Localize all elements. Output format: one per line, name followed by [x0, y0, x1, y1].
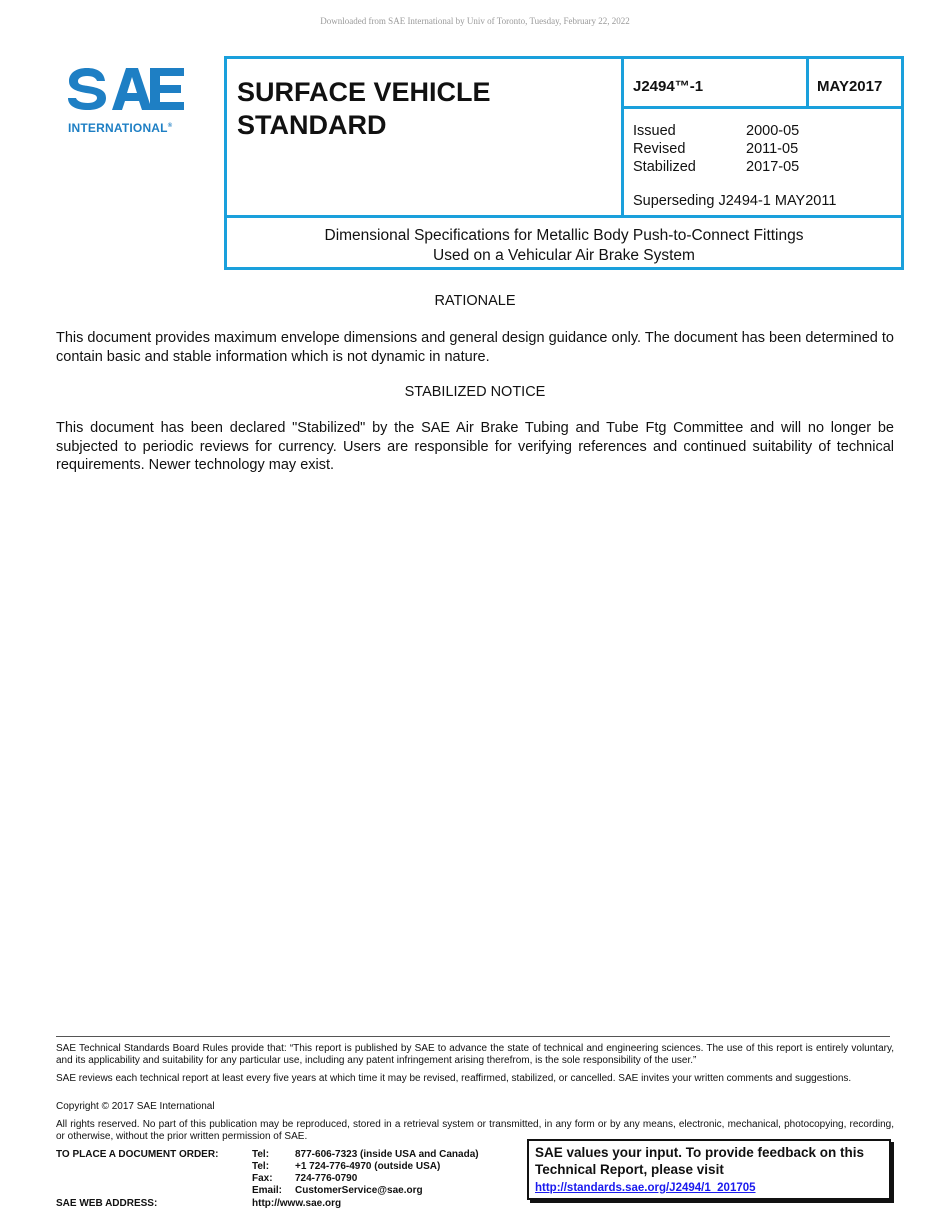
rights-notice: All rights reserved. No part of this publication may be reproduced, stored in a retrieval system or transmitted, in any form or by any means, electronic, mechanical, photocopying, recording, or otherwise, without the prior written permission of SAE. — [56, 1119, 894, 1142]
rationale-heading: RATIONALE — [434, 293, 516, 309]
contact-row: Email: CustomerService@sae.org — [252, 1185, 423, 1196]
web-address-link[interactable]: http://www.sae.org — [252, 1198, 342, 1209]
web-address-label: SAE WEB ADDRESS: — [56, 1198, 158, 1209]
document-number: J2494™-1 — [633, 78, 704, 95]
revision-history — [633, 122, 799, 176]
download-notice: Downloaded from SAE International by Univ of Toronto, Tuesday, February 22, 2022 — [320, 16, 630, 26]
footer-divider — [56, 1036, 890, 1037]
history-row: Stabilized 2017-05 — [633, 159, 800, 175]
contact-row: Tel: 877-606-7323 (inside USA and Canada) — [252, 1149, 479, 1160]
feedback-box — [527, 1139, 891, 1200]
review-note: SAE reviews each technical report at least every five years at which time it may be revised, reaffirmed, stabilized, or cancelled. SAE invites your written comments and suggestions. — [56, 1073, 852, 1084]
header-divider — [621, 56, 624, 218]
history-row: Revised 2011-05 — [633, 141, 799, 157]
stabilized-heading: STABILIZED NOTICE — [404, 384, 546, 400]
header-divider — [621, 106, 904, 109]
board-rules: SAE Technical Standards Board Rules provide that: “This report is published by SAE to advance the state of technical and engineering sciences. The use of this report is entirely voluntary, and its applicability and suitability for any particular use, including any patent infringement arising therefrom, is the sole responsibility of the user.” — [56, 1043, 894, 1066]
header-divider — [806, 56, 809, 109]
stabilized-text: This document has been declared "Stabilized" by the SAE Air Brake Tubing and Tube Ftg Committee and will no longer be subjected to periodic reviews for currency. Users are responsible for verifying references and continued suitability of technical requirements. Newer technology may exist. — [56, 420, 894, 473]
superseding-note: Superseding J2494-1 MAY2011 — [633, 193, 837, 209]
contact-row: Tel: +1 724-776-4970 (outside USA) — [252, 1161, 441, 1172]
feedback-link[interactable]: http://standards.sae.org/J2494/1_201705 — [535, 1182, 756, 1194]
feedback-text: Technical Report, please visit — [535, 1162, 724, 1177]
contact-row: Fax: 724-776-0790 — [252, 1173, 358, 1184]
document-type: SURFACE VEHICLE STANDARD — [237, 77, 491, 140]
order-contacts — [252, 1149, 479, 1197]
header-divider — [224, 215, 904, 218]
order-label: TO PLACE A DOCUMENT ORDER: — [56, 1149, 219, 1160]
document-title: Dimensional Specifications for Metallic Body Push-to-Connect Fittings Used on a Vehicular Air Brake System — [324, 227, 804, 264]
rationale-text: This document provides maximum envelope dimensions and general design guidance only. The document has been determined to contain basic and stable information which is not dynamic in nature. — [56, 330, 894, 365]
history-row: Issued 2000-05 — [633, 123, 800, 139]
logo-subtext: INTERNATIONAL® — [68, 121, 173, 135]
feedback-text: SAE values your input. To provide feedback on this — [535, 1145, 865, 1160]
document-date: MAY2017 — [817, 78, 883, 95]
copyright: Copyright © 2017 SAE International — [56, 1101, 215, 1112]
